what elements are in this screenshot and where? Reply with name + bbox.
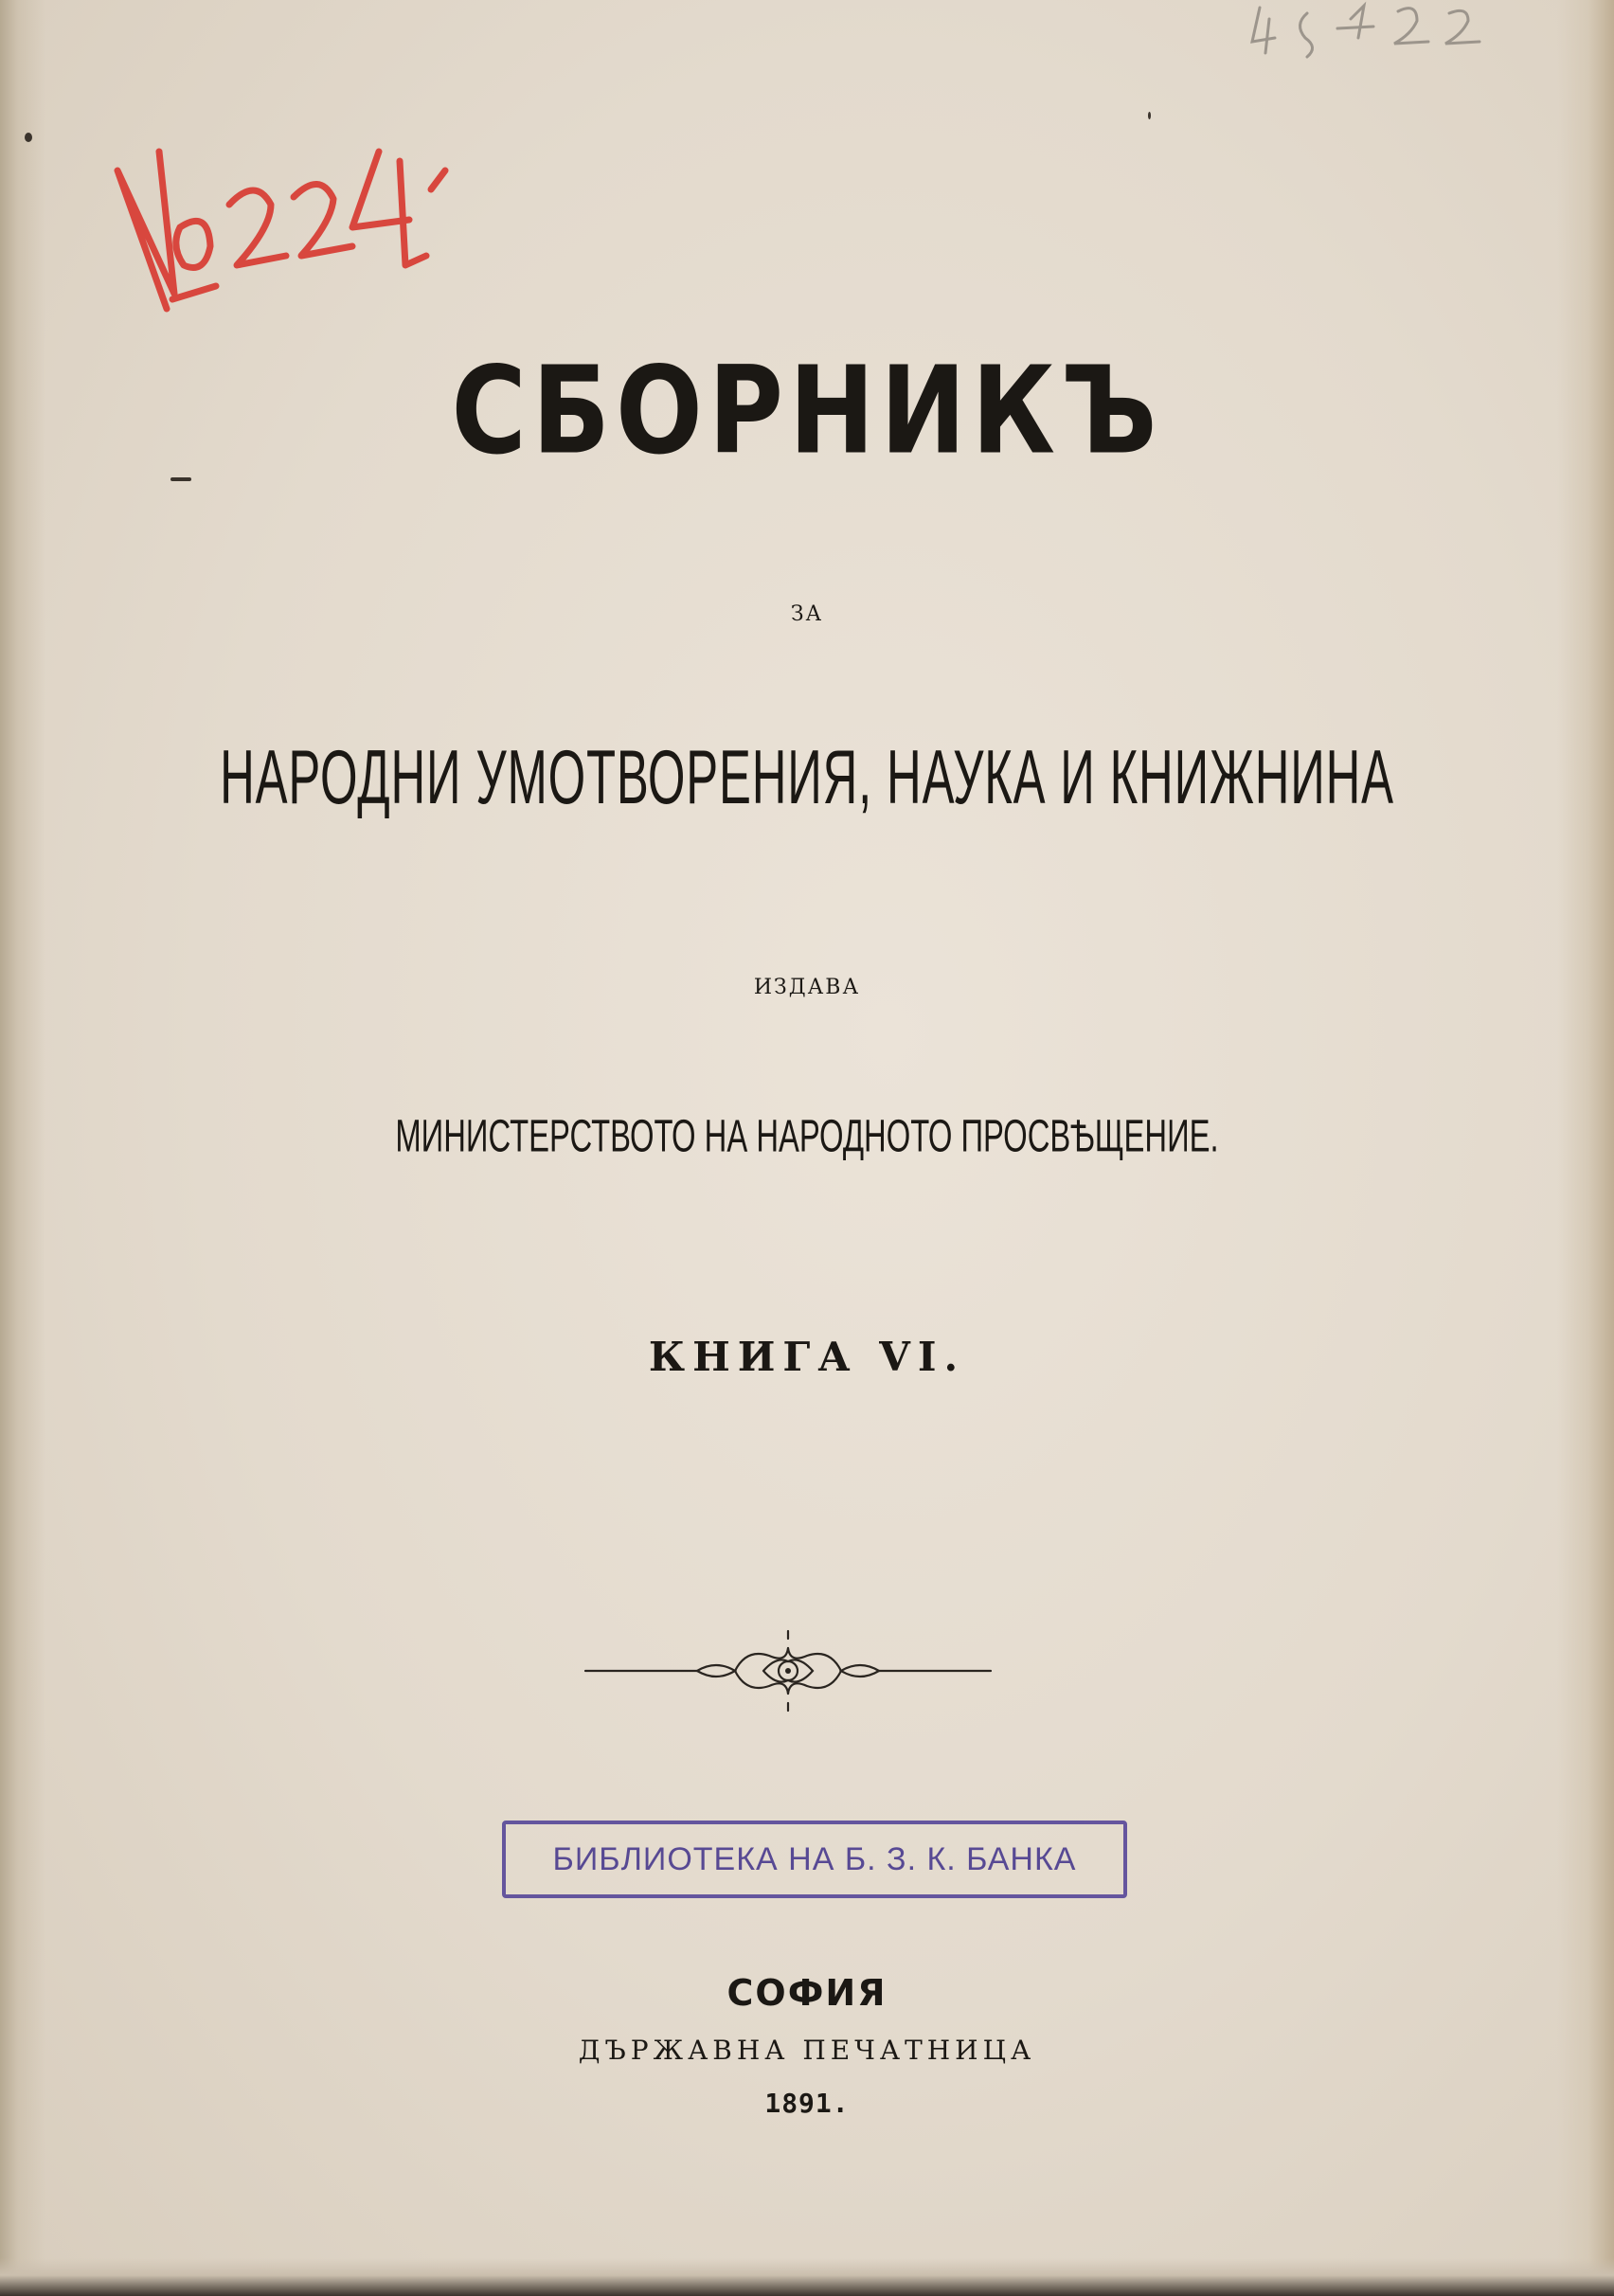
ink-speck xyxy=(25,133,32,142)
library-stamp: БИБЛИОТЕКА НА Б. З. К. БАНКА xyxy=(502,1821,1127,1898)
ornament-divider xyxy=(583,1627,993,1713)
publisher-name: МИНИСТЕРСТВОТО НА НАРОДНОТО ПРОСВѢЩЕНИЕ. xyxy=(395,1111,1219,1162)
volume-label: КНИГА VI. xyxy=(648,1334,966,1380)
book-subtitle: НАРОДНИ УМОТВОРЕНИЯ, НАУКА И КНИЖНИНА xyxy=(220,735,1394,821)
publication-city: СОФИЯ xyxy=(726,1972,888,2014)
printing-house: ДЪРЖАВНА ПЕЧАТНИЦА xyxy=(578,2035,1036,2066)
page-bottom-edge xyxy=(0,2258,1614,2296)
pencil-mark xyxy=(1231,0,1534,66)
handwritten-number xyxy=(104,114,483,341)
publisher-verb: ИЗДАВА xyxy=(753,976,861,999)
ink-speck xyxy=(1148,112,1151,119)
title-preposition: ЗА xyxy=(790,602,824,626)
book-title: СБОРНИКЪ xyxy=(451,341,1163,482)
publication-year: 1891. xyxy=(764,2088,850,2119)
